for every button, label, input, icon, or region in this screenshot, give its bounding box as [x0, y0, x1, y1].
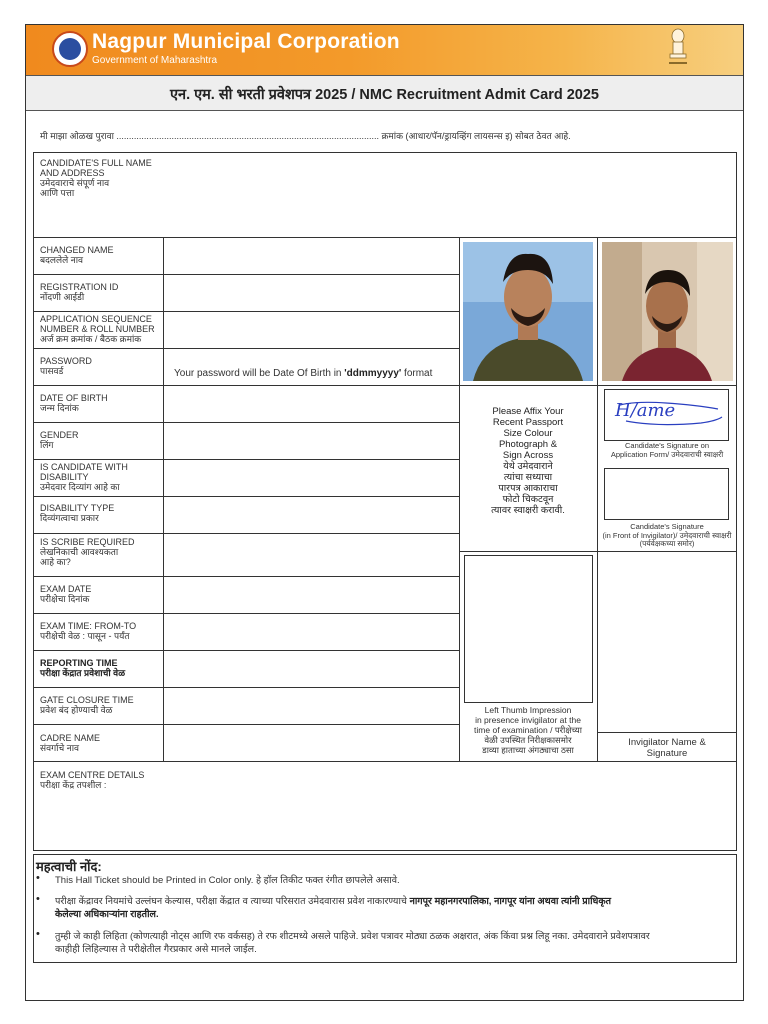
label-reporting-time: REPORTING TIME परीक्षा केंद्रात प्रवेशाची वेळ [40, 658, 126, 678]
row-divider [33, 422, 459, 423]
signature-application-caption: Candidate's Signature on Application Form/ उमेदवाराची स्वाक्षरी [610, 441, 724, 459]
label-disability-type: DISABILITY TYPE दिव्यंगत्वाचा प्रकार [40, 503, 115, 523]
label-cadre-name: CADRE NAME संवर्गाचे नाव [40, 733, 101, 753]
row-divider [33, 237, 737, 238]
row-divider [33, 274, 459, 275]
national-emblem-icon [666, 27, 690, 71]
label-scribe-required: IS SCRIBE REQUIRED लेखनिकाची आवश्यकता आहे का? [40, 537, 135, 567]
password-note: Your password will be Date Of Birth in 'ddmmyyyy' format [174, 368, 433, 379]
row-divider [33, 724, 459, 725]
candidate-photo-live [602, 242, 733, 381]
row-divider [33, 533, 459, 534]
note-print-color: This Hall Ticket should be Printed in Color only. हे हॉल तिकीट फक्त रंगीत छापलेले असावे. [55, 875, 400, 886]
label-full-name: CANDIDATE'S FULL NAME AND ADDRESS उमेदवाराचे संपूर्ण नाव आणि पत्ता [40, 158, 152, 198]
note-rough-sheet: तुम्ही जे काही लिहिता (कोणत्याही नोट्स आणि रफ वर्कसह) ते रफ शीटमध्ये असले पाहिजे. प्रवेश पत्रावर मोठ्या ठळक अक्षरात, अंक किंवा प्रश्न लिहू नका. उमेदवाराने प्रवेशपत्रावर काहीही लिहिल्यास ते परीक्षेतील गैरप्रकार असे मानले जाईल. [55, 931, 650, 955]
org-name: Nagpur Municipal Corporation [92, 30, 400, 53]
label-disability: IS CANDIDATE WITH DISABILITY उमेदवार दिव्यांग आहे का [40, 462, 128, 492]
row-divider [33, 348, 459, 349]
note-bullet: • [36, 928, 40, 940]
label-exam-time: EXAM TIME: FROM-TO परीक्षेची वेळ : पासून - पर्यंत [40, 621, 137, 641]
note-entry-rules: परीक्षा केंद्रावर नियमांचे उल्लंघन केल्यास, परीक्षा केंद्रात व त्याच्या परिसरात उमेदवारास प्रवेश नाकारण्याचे नागपूर महानगरपालिका, नागपूर यांना अथवा त्यांनी प्राधिकृत केलेल्या अधिकाऱ्यांना राहतील. [55, 896, 612, 920]
invigilator-caption: Invigilator Name & Signature [628, 737, 706, 759]
label-password: PASSWORD पासवर्ड [40, 356, 92, 376]
label-application-sequence: APPLICATION SEQUENCE NUMBER & ROLL NUMBER अर्ज क्रम क्रमांक / बैठक क्रमांक [40, 314, 155, 344]
col-divider [459, 237, 460, 761]
row-divider [33, 613, 459, 614]
id-proof-declaration: मी माझा ओळख पुरावा ......................................................................................................... क्रमांक (आधार/पॅन/ड्रायव्हिंग लायसन्स इ) सोबत ठेवत आहे. [40, 131, 571, 141]
nmc-logo-emblem [59, 38, 81, 60]
col-divider [163, 237, 164, 761]
row-divider [33, 496, 459, 497]
row-divider [33, 576, 459, 577]
row-divider [33, 761, 737, 762]
row-divider [33, 687, 459, 688]
row-divider [597, 732, 737, 733]
row-divider [33, 650, 459, 651]
label-registration-id: REGISTRATION ID नोंदणी आईडी [40, 282, 119, 302]
thumb-impression-caption: Left Thumb Impression in presence invigilator at the time of examination / परीक्षेच्या वेळी उपस्थित निरीक्षकासमोर डाव्या हाताच्या अंगठ्याचा ठसा [474, 705, 582, 755]
label-exam-centre: EXAM CENTRE DETAILS परीक्षा केंद्र तपशील : [40, 770, 145, 790]
row-divider [33, 385, 737, 386]
row-divider [33, 311, 459, 312]
affix-photo-instructions: Please Affix Your Recent Passport Size Colour Photograph & Sign Across येथे उमेदवाराने त्यांचा सध्याचा पारपत्र आकाराचा फोटो चिकटवून त्यावर स्वाक्षरी करावी. [491, 406, 565, 516]
candidate-photo-uploaded [463, 242, 593, 381]
row-divider [33, 459, 459, 460]
signature-text-mark: H/ame [615, 400, 676, 421]
label-changed-name: CHANGED NAME बदललेले नाव [40, 245, 114, 265]
label-gender: GENDER लिंग [40, 430, 79, 450]
label-gate-closure: GATE CLOSURE TIME प्रवेश बंद होण्याची वेळ [40, 695, 134, 715]
page-title: एन. एम. सी भरती प्रवेशपत्र 2025 / NMC Recruitment Admit Card 2025 [170, 87, 599, 103]
note-bullet: • [36, 893, 40, 905]
col-divider [597, 237, 598, 761]
signature-invigilator-box [604, 468, 729, 520]
label-exam-date: EXAM DATE परीक्षेचा दिनांक [40, 584, 92, 604]
label-date-of-birth: DATE OF BIRTH जन्म दिनांक [40, 393, 108, 413]
notes-title: महत्वाची नोंद: [36, 859, 102, 874]
signature-invigilator-caption: Candidate's Signature (in Front of Invigilator)/ उमेदवाराची स्वाक्षरी (पर्यवेक्षकच्या समोर) [602, 522, 732, 548]
row-divider [459, 551, 737, 552]
org-subtitle: Government of Maharashtra [92, 55, 218, 66]
thumb-impression-box [464, 555, 593, 703]
note-bullet: • [36, 872, 40, 884]
